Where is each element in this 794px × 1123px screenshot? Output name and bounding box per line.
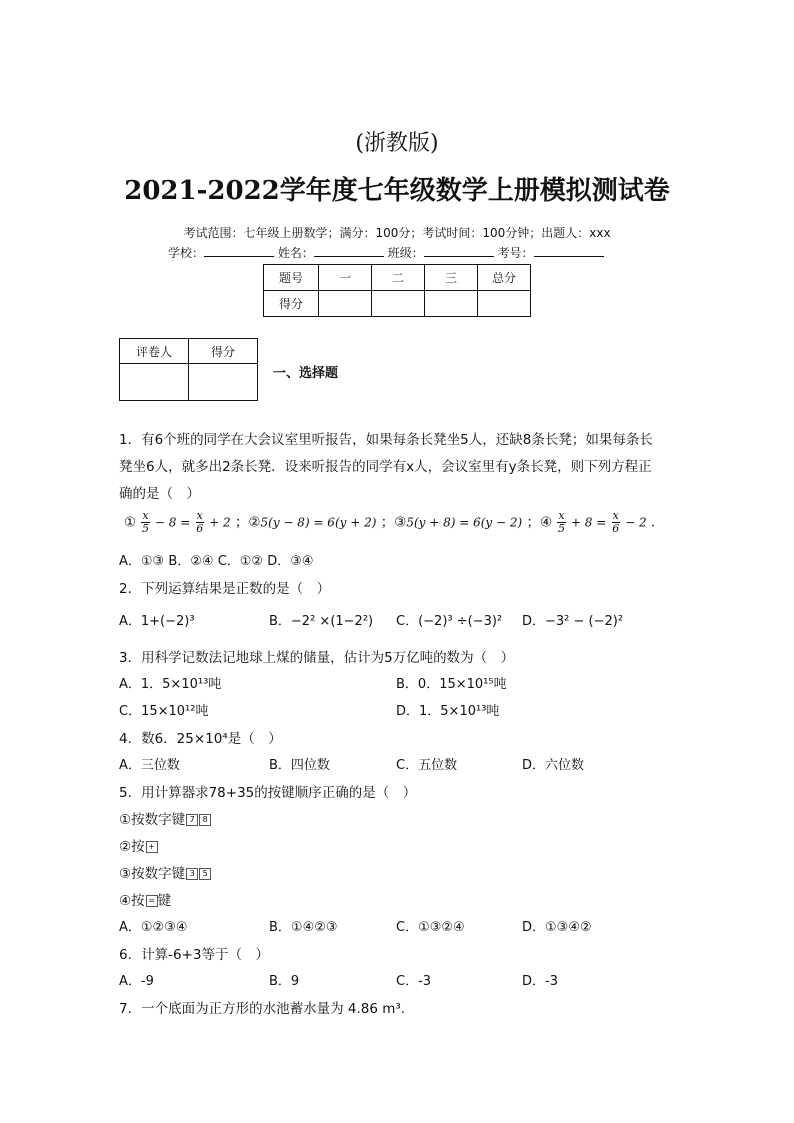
q4-option-d[interactable]: D．六位数 — [522, 758, 585, 773]
key-7-icon: 7 — [186, 814, 198, 826]
q6-option-d[interactable]: D．-3 — [522, 974, 558, 989]
q4-option-a[interactable]: A．三位数 — [119, 758, 180, 773]
score-table-header: 一 — [319, 265, 372, 291]
q3-stem: 3．用科学记数法记地球上煤的储量，估计为5万亿吨的数为（ ） — [119, 650, 515, 666]
key-8-icon: 8 — [199, 814, 211, 826]
exam-no-field[interactable] — [534, 244, 604, 257]
q4-option-b[interactable]: B．四位数 — [269, 758, 330, 773]
q1-equations: ① $\frac{x}{5}$ − 8 = $\frac{x}{6}$ + 2 ；②5(y − 8) = 6(y + 2) ；③5(y + 8) = 6(y − 2) ；④ $\frac{x}{5}$ + 8 = $\frac{x}{6}$ − 2 ． — [124, 509, 665, 535]
grader-header: 得分 — [189, 339, 258, 364]
q1-line3: 确的是（ ） — [119, 486, 200, 502]
class-label: 班级： — [387, 246, 424, 260]
q2-option-b[interactable]: B．−2² ×(1−2²) — [269, 614, 374, 629]
q2-option-a[interactable]: A．1+(−2)³ — [119, 614, 195, 629]
q7-stem: 7．一个底面为正方形的水池蓄水量为 4.86 m³. — [119, 1001, 406, 1017]
student-info-line — [168, 244, 604, 261]
score-table — [263, 264, 531, 317]
q3-option-b[interactable]: B．0．15×10¹⁵吨 — [396, 677, 507, 692]
q3-option-a[interactable]: A．1．5×10¹³吨 — [119, 677, 222, 692]
q1-line1: 1．有6个班的同学在大会议室里听报告，如果每条长凳坐5人，还缺8条长凳；如果每条长 — [119, 432, 653, 448]
q5-option-d[interactable]: D．①③④② — [522, 920, 592, 935]
score-table-header: 题号 — [264, 265, 319, 291]
grader-header: 评卷人 — [120, 339, 189, 364]
score-table-header: 总分 — [478, 265, 531, 291]
q6-option-a[interactable]: A．-9 — [119, 974, 154, 989]
q6-option-c[interactable]: C．-3 — [396, 974, 432, 989]
score-cell[interactable] — [425, 291, 478, 317]
q5-option-c[interactable]: C．①③②④ — [396, 920, 465, 935]
q4-option-c[interactable]: C．五位数 — [396, 758, 458, 773]
score-cell[interactable] — [372, 291, 425, 317]
name-field[interactable] — [314, 244, 384, 257]
q5-option-a[interactable]: A．①②③④ — [119, 920, 188, 935]
q5-step3: ③按数字键 3 5 — [119, 862, 211, 882]
q5-stem: 5．用计算器求78+35的按键顺序正确的是（ ） — [119, 785, 417, 801]
q4-stem: 4．数6．25×10⁴是（ ） — [119, 731, 282, 747]
class-field[interactable] — [424, 244, 494, 257]
score-cell[interactable] — [319, 291, 372, 317]
q6-option-b[interactable]: B．9 — [269, 974, 300, 989]
school-field[interactable] — [204, 244, 274, 257]
key-equals-icon: = — [146, 895, 158, 907]
q2-option-c[interactable]: C．(−2)³ ÷(−3)² — [396, 614, 503, 629]
key-plus-icon: + — [146, 841, 158, 853]
grader-cell[interactable] — [189, 364, 258, 401]
q2-option-d[interactable]: D．−3² − (−2)² — [522, 614, 624, 629]
q2-stem: 2．下列运算结果是正数的是（ ） — [119, 581, 331, 597]
grader-cell[interactable] — [120, 364, 189, 401]
score-cell[interactable] — [478, 291, 531, 317]
q1-line2: 凳坐6人，就多出2条长凳．设来听报告的同学有x人，会议室里有y条长凳，则下列方程正 — [119, 459, 652, 475]
exam-no-label: 考号： — [497, 246, 534, 260]
section-heading: 一、选择题 — [273, 366, 339, 381]
key-5-icon: 5 — [199, 868, 211, 880]
score-table-header: 二 — [372, 265, 425, 291]
q3-option-d[interactable]: D．1．5×10¹³吨 — [396, 704, 500, 719]
key-3-icon: 3 — [186, 868, 198, 880]
grader-table — [119, 338, 258, 401]
q1-options: A．①③ B．②④ C．①② D．③④ — [119, 554, 314, 569]
edition-label: (浙教版) — [355, 131, 439, 156]
school-label: 学校： — [168, 246, 205, 260]
name-label: 姓名： — [277, 246, 314, 260]
q5-option-b[interactable]: B．①④②③ — [269, 920, 338, 935]
q3-option-c[interactable]: C．15×10¹²吨 — [119, 704, 209, 719]
q5-step2: ②按 + — [119, 835, 158, 855]
q5-step4: ④按 = 键 — [119, 893, 172, 909]
q5-step1: ①按数字键 7 8 — [119, 808, 211, 828]
q6-stem: 6．计算-6+3等于（ ） — [119, 947, 269, 963]
exam-info: 考试范围：七年级上册数学；满分：100分；考试时间：100分钟；出题人：xxx — [183, 226, 611, 240]
exam-title: 2021-2022学年度七年级数学上册模拟测试卷 — [124, 176, 670, 206]
score-table-header: 三 — [425, 265, 478, 291]
score-row-label: 得分 — [264, 291, 319, 317]
